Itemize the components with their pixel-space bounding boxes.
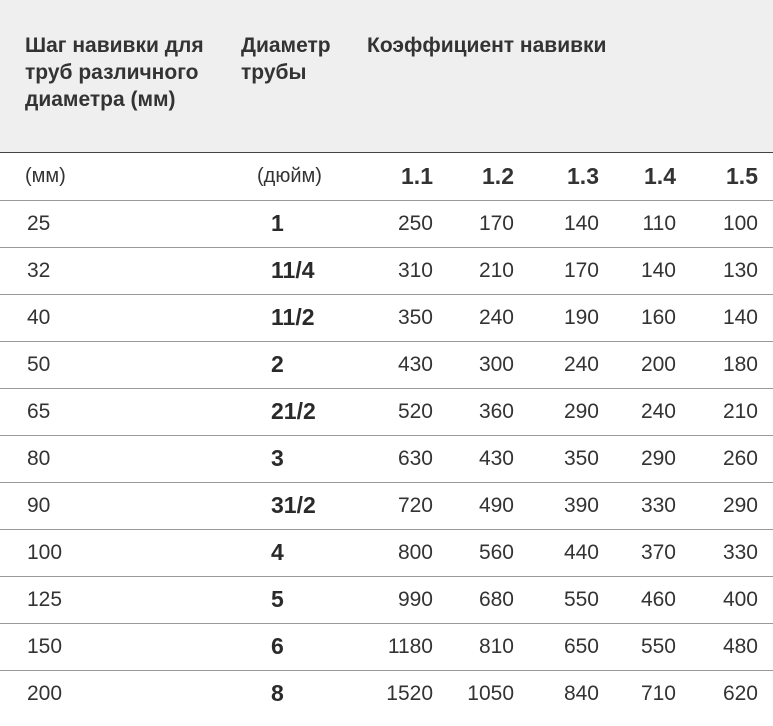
cell-value: 480 <box>722 635 758 658</box>
cell-value: 290 <box>563 400 599 423</box>
cell-value: 520 <box>397 400 433 423</box>
coef-label: 1.5 <box>726 163 758 189</box>
cell-inch: 8 <box>271 680 284 706</box>
cell-inch: 3 <box>271 445 284 471</box>
cell-mm: 200 <box>27 682 63 705</box>
cell-mm: 150 <box>27 635 63 658</box>
cell-inch: 4 <box>271 539 284 565</box>
cell-value: 290 <box>640 447 676 470</box>
table-row <box>0 576 773 624</box>
cell-mm: 40 <box>27 306 51 329</box>
cell-value: 350 <box>397 306 433 329</box>
cell-value: 490 <box>478 494 514 517</box>
cell-value: 140 <box>640 259 676 282</box>
cell-value: 290 <box>722 494 758 517</box>
cell-inch: 11/4 <box>271 257 315 283</box>
table-row <box>0 247 773 295</box>
cell-value: 400 <box>722 588 758 611</box>
cell-value: 1050 <box>467 682 514 705</box>
cell-value: 800 <box>397 541 433 564</box>
cell-value: 140 <box>563 212 599 235</box>
cell-value: 390 <box>563 494 599 517</box>
cell-value: 100 <box>722 212 758 235</box>
cell-value: 170 <box>478 212 514 235</box>
cell-value: 310 <box>397 259 433 282</box>
cell-value: 160 <box>640 306 676 329</box>
cell-value: 840 <box>563 682 599 705</box>
cell-inch: 21/2 <box>271 398 316 424</box>
cell-inch: 31/2 <box>271 492 316 518</box>
unit-inch: (дюйм) <box>257 165 322 187</box>
cell-value: 130 <box>722 259 758 282</box>
cell-value: 300 <box>478 353 514 376</box>
table-row <box>0 294 773 342</box>
table-row <box>0 341 773 389</box>
cell-mm: 90 <box>27 494 51 517</box>
cell-value: 1180 <box>387 635 433 658</box>
cell-mm: 100 <box>27 541 63 564</box>
cell-value: 710 <box>640 682 676 705</box>
table-row <box>0 623 773 671</box>
header-step: Шаг навивки для труб различного диаметра (мм) <box>25 34 204 111</box>
cell-mm: 65 <box>27 400 51 423</box>
cell-value: 350 <box>563 447 599 470</box>
cell-inch: 2 <box>271 351 284 377</box>
cell-inch: 1 <box>271 210 284 236</box>
cell-value: 460 <box>640 588 676 611</box>
cell-value: 170 <box>563 259 599 282</box>
cell-inch: 5 <box>271 586 284 612</box>
cell-value: 190 <box>563 306 599 329</box>
cell-value: 210 <box>722 400 758 423</box>
table-row <box>0 200 773 248</box>
units-row <box>0 153 773 201</box>
table-header <box>0 0 773 153</box>
unit-mm: (мм) <box>25 165 66 187</box>
cell-value: 200 <box>640 353 676 376</box>
cell-value: 330 <box>722 541 758 564</box>
cell-value: 140 <box>722 306 758 329</box>
cell-mm: 50 <box>27 353 51 376</box>
cell-mm: 32 <box>27 259 51 282</box>
cell-mm: 80 <box>27 447 51 470</box>
cell-value: 110 <box>642 212 676 235</box>
cell-value: 430 <box>478 447 514 470</box>
table-row <box>0 529 773 577</box>
cell-value: 370 <box>640 541 676 564</box>
coef-label: 1.4 <box>644 163 676 189</box>
table-row <box>0 482 773 530</box>
header-coefficient: Коэффициент навивки <box>367 34 607 57</box>
cell-value: 620 <box>722 682 758 705</box>
cell-value: 560 <box>478 541 514 564</box>
cell-value: 180 <box>722 353 758 376</box>
cell-value: 810 <box>478 635 514 658</box>
cell-value: 680 <box>478 588 514 611</box>
cell-mm: 25 <box>27 212 51 235</box>
cell-inch: 11/2 <box>271 304 315 330</box>
cell-value: 240 <box>478 306 514 329</box>
cell-value: 440 <box>563 541 599 564</box>
cell-value: 630 <box>397 447 433 470</box>
cell-value: 550 <box>640 635 676 658</box>
table-row <box>0 388 773 436</box>
cell-value: 430 <box>397 353 433 376</box>
cell-value: 720 <box>397 494 433 517</box>
header-diameter: Диаметр трубы <box>241 34 331 84</box>
coef-label: 1.1 <box>401 163 433 189</box>
cell-value: 360 <box>478 400 514 423</box>
cell-value: 1520 <box>386 682 433 705</box>
cell-inch: 6 <box>271 633 284 659</box>
cell-mm: 125 <box>27 588 63 611</box>
table-row <box>0 435 773 483</box>
cell-value: 210 <box>478 259 514 282</box>
cell-value: 260 <box>722 447 758 470</box>
table-row <box>0 670 773 717</box>
cell-value: 240 <box>640 400 676 423</box>
cell-value: 330 <box>640 494 676 517</box>
cell-value: 240 <box>563 353 599 376</box>
cell-value: 250 <box>397 212 433 235</box>
coef-label: 1.2 <box>482 163 514 189</box>
coef-label: 1.3 <box>567 163 599 189</box>
cell-value: 650 <box>563 635 599 658</box>
cell-value: 990 <box>397 588 433 611</box>
cell-value: 550 <box>563 588 599 611</box>
